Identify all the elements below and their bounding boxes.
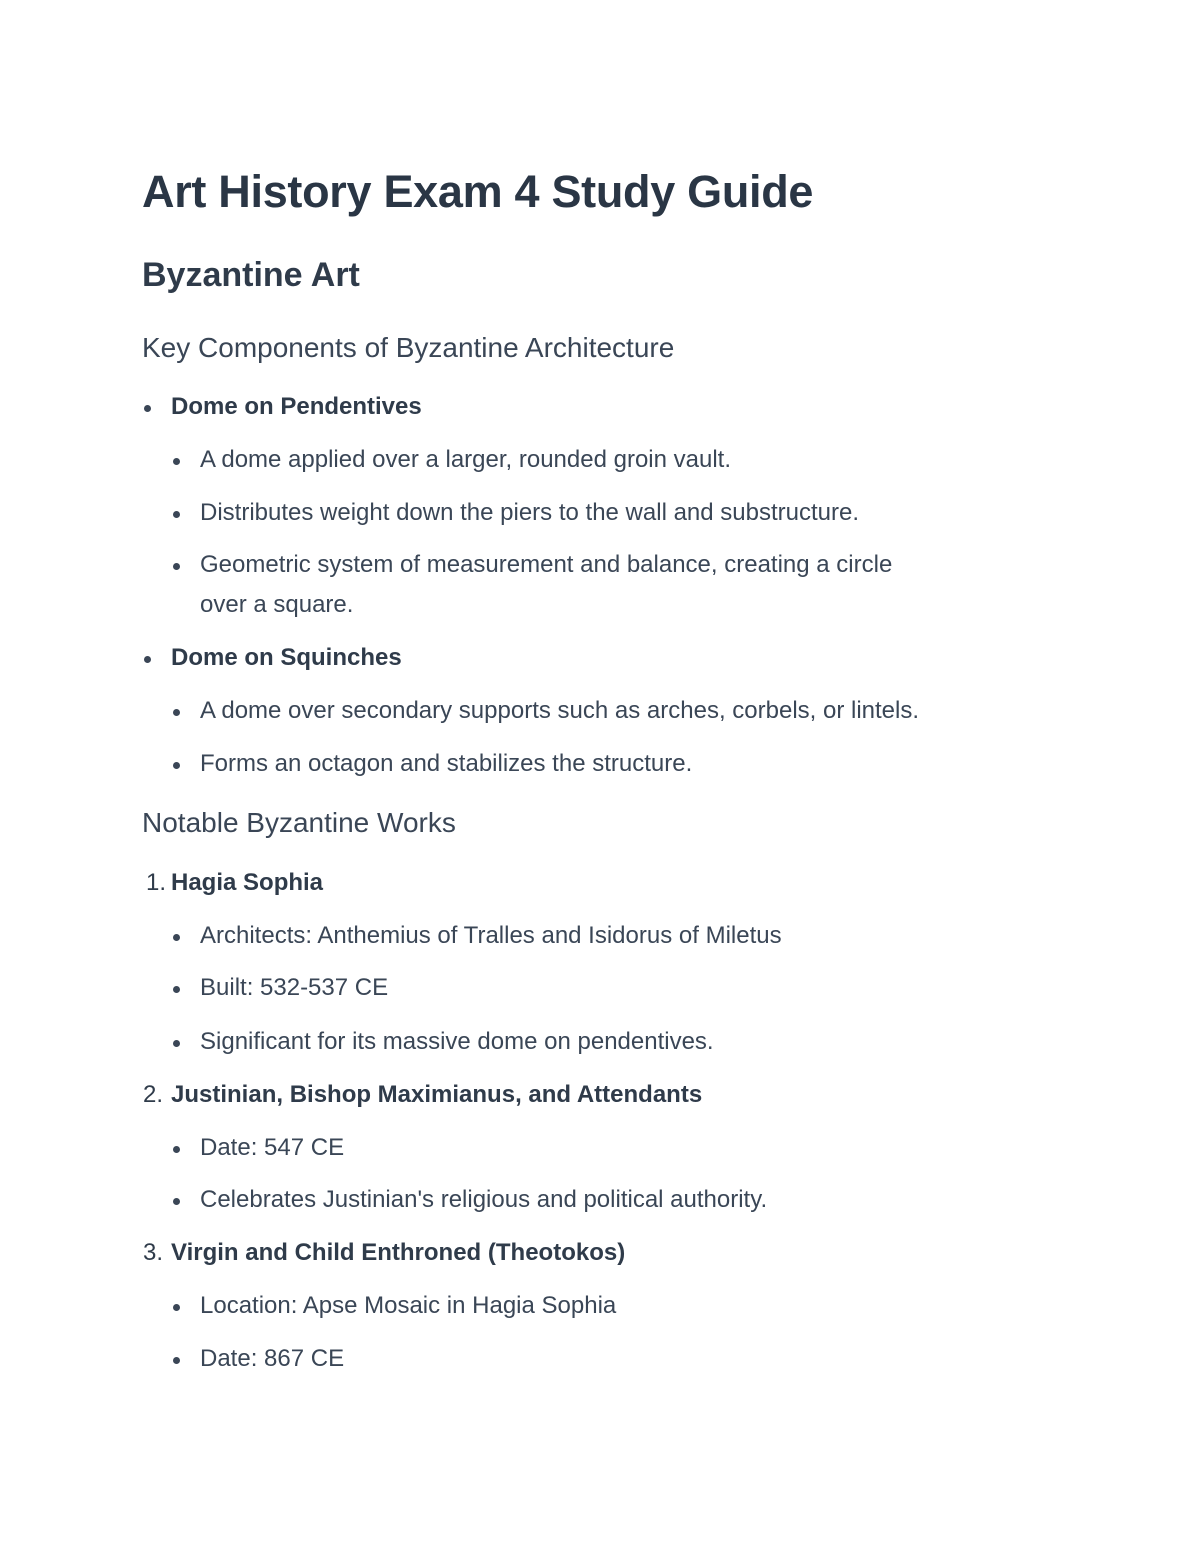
bullet-icon	[173, 762, 180, 769]
list-item-text: Date: 547 CE	[200, 1134, 345, 1161]
document-title: Art History Exam 4 Study Guide	[142, 166, 814, 217]
list-item-text: Architects: Anthemius of Tralles and Isidorus of Miletus	[200, 922, 782, 949]
bullet-icon	[173, 1040, 180, 1047]
list-item-text: Date: 867 CE	[200, 1345, 345, 1372]
list-item-text-continued: over a square.	[200, 591, 354, 618]
bullet-icon	[173, 563, 180, 570]
list-number: 2.	[143, 1081, 164, 1108]
bullet-icon	[173, 458, 180, 465]
bullet-icon	[173, 709, 180, 716]
list-item-label-virgin-and-child: Virgin and Child Enthroned (Theotokos)	[171, 1239, 626, 1266]
bullet-icon	[144, 656, 151, 663]
bullet-icon	[173, 986, 180, 993]
bullet-icon	[173, 1357, 180, 1364]
list-item-label-dome-on-squinches: Dome on Squinches	[171, 644, 402, 671]
list-item-text: Distributes weight down the piers to the wall and substructure.	[200, 499, 860, 526]
list-number: 1.	[146, 869, 167, 896]
subsection-heading-notable-works: Notable Byzantine Works	[142, 807, 456, 838]
list-item-text: Location: Apse Mosaic in Hagia Sophia	[200, 1292, 617, 1319]
list-item-text: A dome over secondary supports such as arches, corbels, or lintels.	[200, 697, 920, 724]
list-item-text: Geometric system of measurement and balance, creating a circle	[200, 551, 893, 578]
list-item-label-hagia-sophia: Hagia Sophia	[171, 869, 324, 896]
list-item-text: Built: 532-537 CE	[200, 974, 389, 1001]
bullet-icon	[173, 1198, 180, 1205]
list-item-text: Significant for its massive dome on pendentives.	[200, 1028, 714, 1055]
bullet-icon	[144, 405, 151, 412]
list-item-text: A dome applied over a larger, rounded groin vault.	[200, 446, 732, 473]
list-item-label-justinian: Justinian, Bishop Maximianus, and Attendants	[171, 1081, 703, 1108]
bullet-icon	[173, 511, 180, 518]
list-number: 3.	[143, 1239, 164, 1266]
subsection-heading-architecture: Key Components of Byzantine Architecture	[142, 332, 675, 363]
bullet-icon	[173, 1304, 180, 1311]
list-item-text: Celebrates Justinian's religious and political authority.	[200, 1186, 768, 1213]
list-item-text: Forms an octagon and stabilizes the structure.	[200, 750, 693, 777]
bullet-icon	[173, 934, 180, 941]
list-item-label-dome-on-pendentives: Dome on Pendentives	[171, 393, 422, 420]
bullet-icon	[173, 1146, 180, 1153]
section-heading-byzantine-art: Byzantine Art	[142, 256, 360, 294]
